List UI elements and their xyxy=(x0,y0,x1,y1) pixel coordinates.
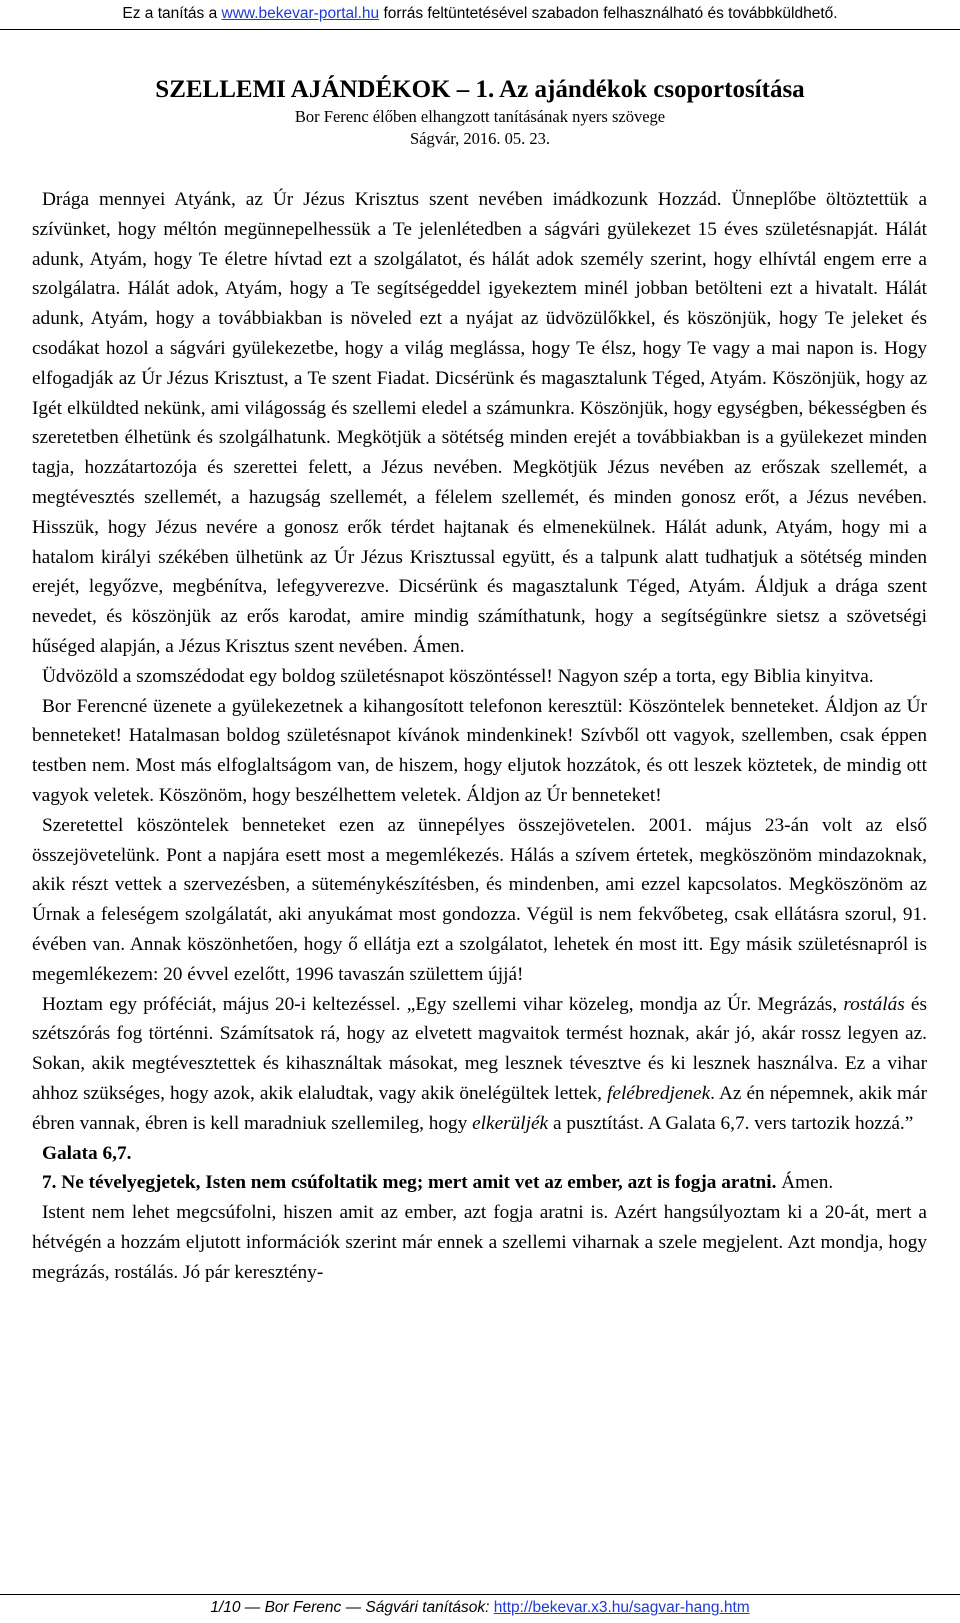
page-header xyxy=(0,0,960,30)
footer-link[interactable]: http://bekevar.x3.hu/sagvar-hang.htm xyxy=(493,1599,750,1616)
prophecy-text-d: a pusztítást. A Galata 6,7. vers tartozik hozzá.” xyxy=(548,1112,914,1134)
page-number: 1/10 xyxy=(210,1599,241,1616)
page-footer xyxy=(0,1594,960,1623)
prophecy-text-c: . Az én népemnek, akik már ébren vannak, ébren is kell maradniuk szellemileg, hogy xyxy=(32,1082,927,1134)
header-suffix: forrás feltüntetésével szabadon felhasználható és továbbküldhető. xyxy=(379,5,838,22)
paragraph-anniversary: Szeretettel köszöntelek benneteket ezen az ünnepélyes összejövetelen. 2001. május 23-án volt az első összejövetelünk. Pont a napjára esett most a megemlékezés. Hálás a szívem értetek, megköszönöm mindazoknak, akik részt vettek a szervezésben, a süteménykészítésben, és mindenben, ami ezzel kapcsolatos. Megköszönöm az Úrnak a feleségem szolgálatát, aki anyukámat most gondozza. Végül is nem fekvőbeteg, csak ellátásra szorul, 91. évében van. Annak köszönhetően, hogy ő ellátja ezt a szolgálatot, lehetek én most itt. Egy másik születésnapról is megemlékezem: 20 évvel ezelőtt, 1996 tavaszán születtem újjá! xyxy=(32,814,927,985)
footer-text: — Bor Ferenc — Ságvári tanítások: xyxy=(240,1599,494,1616)
document-subtitle: Bor Ferenc élőben elhangzott tanításának nyers szövege xyxy=(294,107,666,126)
verse-amen: Ámen. xyxy=(776,1172,834,1194)
header-prefix: Ez a tanítás a xyxy=(122,5,222,22)
document-title: SZELLEMI AJÁNDÉKOK – 1. Az ajándékok csoportosítása xyxy=(155,76,805,103)
document-body xyxy=(32,185,927,1287)
prophecy-text-a: Hoztam egy próféciát, május 20-i keltezéssel. „Egy szellemi vihar közeleg, mondja az Úr. Megrázás, xyxy=(42,993,844,1015)
prophecy-emphasis-3: elkerüljék xyxy=(472,1112,549,1134)
paragraph-greeting: Üdvözöld a szomszédodat egy boldog születésnapot köszöntéssel! Nagyon szép a torta, egy Biblia kinyitva. xyxy=(42,665,874,687)
title-block xyxy=(0,74,960,150)
prophecy-emphasis-2: felébredjenek xyxy=(607,1082,711,1104)
paragraph-explanation: Istent nem lehet megcsúfolni, hiszen amit az ember, azt fogja aratni is. Azért hangsúlyoztam ki a 20-át, mert a hétvégén a hozzám eljutott információk szerint már ennek a szellemi viharnak a szele megjelent. Azt mondja, hogy megrázás, rostálás. Jó pár keresztény- xyxy=(32,1202,927,1283)
prophecy-text-b: és szétszórás fog történni. Számítsatok rá, hogy az elvetett magvaitok termést hoznak, akár jó, akár rossz legyen az. Sokan, akik megtévesztettek és kihasználtak másokat, meg lesznek tévesztve és ki lesznek használva. Ez a vihar ahhoz szükséges, hogy azok, akik elaludtak, vagy akik önelégültek lettek, xyxy=(32,993,927,1104)
paragraph-prayer: Drága mennyei Atyánk, az Úr Jézus Krisztus szent nevében imádkozunk Hozzád. Ünneplőbe öltöztettük a szívünket, hogy méltón megünnepelhessük a Te jelenlétedben a ságvári gyülekezet 15 éves születésnapját. Hálát adunk, Atyám, hogy Te életre hívtad ezt a szolgálatot, és hálát adok személy szerint, hogy elhívtál engem erre a szolgálatra. Hálát adok, Atyám, hogy a Te segítségeddel igyekeztem minél jobban betölteni ezt a hivatalt. Hálát adunk, Atyám, hogy a továbbiakban is növeled ezt a nyájat az üdvözülőkkel, és köszönjük, hogy Te jeleket és csodákat hozol a ságvári gyülekezetbe, hogy a világ meglássa, hogy Te élsz, hogy Te vagy a mai napon is. Hogy elfogadják az Úr Jézus Krisztust, a Te szent Fiadat. Dicsérünk és magasztalunk Téged, Atyám. Köszönjük, hogy az Igét elküldted nekünk, ami világosság és szellemi eledel a számunkra. Köszönjük, hogy egységben, békességben és szeretetben élhetünk és szolgálhatunk. Megkötjük a sötétség minden erejét a továbbiakban is a gyülekezet minden tagja, hozzátartozója és szerettei felett, a Jézus nevében. Megkötjük Jézus nevében az erőszak szellemét, a megtévesztés szellemét, a hazugság szellemét, a félelem szellemét, és minden gonosz erőt, a Jézus nevében. Hisszük, hogy Jézus nevére a gonosz erők térdet hajtanak és elmenekülnek. Hálát adunk, Atyám, hogy mi a hatalom királyi székében ülhetünk az Úr Jézus Krisztussal együtt, és a talpunk alatt tudhatjuk a sötétség minden erejét, legyőzve, megbénítva, lefegyverezve. Dicsérünk és magasztalunk Téged, Atyám. Áldjuk a drága szent nevedet, és köszönjük az erős karodat, amire mindig számíthatunk, hogy a segítségünkre sietsz a szövetségi hűséged alapján, a Jézus Krisztus szent nevében. Ámen. xyxy=(32,189,927,657)
verse-text: 7. Ne tévelyegjetek, Isten nem csúfoltatik meg; mert amit vet az ember, azt is fogja aratni. xyxy=(42,1172,777,1194)
prophecy-emphasis-1: rostálás xyxy=(843,993,905,1015)
document-date: Ságvár, 2016. 05. 23. xyxy=(409,129,551,148)
scripture-reference: Galata 6,7. xyxy=(42,1142,132,1164)
header-link[interactable]: www.bekevar-portal.hu xyxy=(221,5,380,22)
scripture-verse xyxy=(32,1168,927,1198)
paragraph-message: Bor Ferencné üzenete a gyülekezetnek a kihangosított telefonon keresztül: Köszöntelek benneteket. Áldjon az Úr benneteket! Hatalmasan boldog születésnapot kívánok mindenkinek! Szívből ott vagyok, szellemben, csak éppen testben nem. Most más elfoglaltságom van, de hiszem, hogy eljutok hozzátok, és ott leszek köztetek, de mindig ott vagyok veletek. Köszönöm, hogy beszélhettem veletek. Áldjon az Úr benneteket! xyxy=(32,695,927,806)
paragraph-prophecy xyxy=(32,990,927,1139)
